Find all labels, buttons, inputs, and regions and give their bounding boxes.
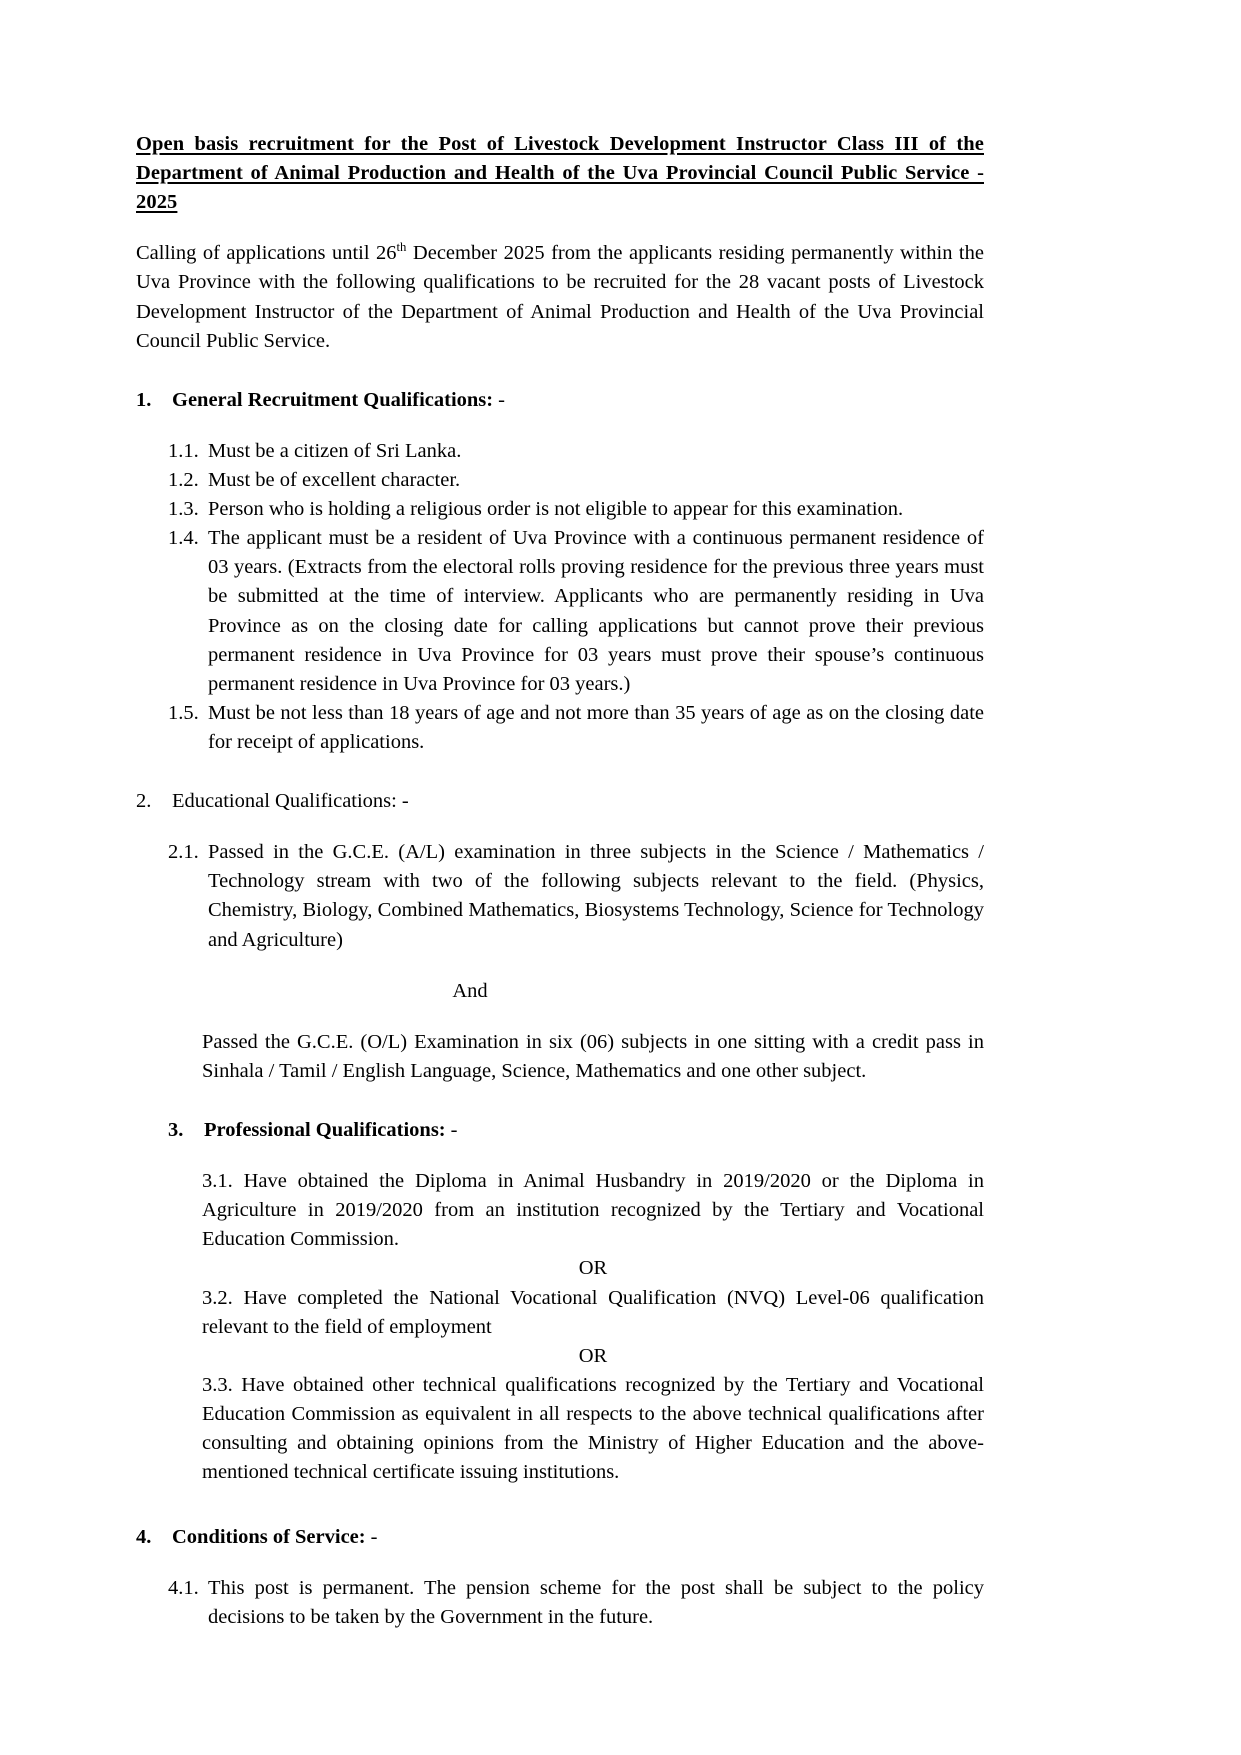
- list-item: [136, 466, 984, 495]
- section-title-1: General Recruitment Qualifications:: [172, 388, 494, 411]
- list-item: [136, 838, 984, 954]
- item-text: The applicant must be a resident of Uva Province with a continuous permanent residence of 03 years. (Extracts from the electoral rolls proving residence for the previous three years must be submitted at the time of interview. Applicants who are permanently residing in Uva Province as on the closing date for calling applications but cannot prove their previous permanent residence in Uva Province for 03 years must prove their spouse’s continuous permanent residence in Uva Province for 03 years.): [208, 527, 984, 695]
- item-text: Must be a citizen of Sri Lanka.: [208, 439, 462, 462]
- section-dash-1: -: [498, 388, 505, 411]
- section-title-2: Educational Qualifications:: [172, 790, 397, 813]
- section-title-4: Conditions of Service:: [172, 1526, 366, 1549]
- section-dash-3: -: [450, 1118, 458, 1141]
- item-text: Passed in the G.C.E. (A/L) examination in three subjects in the Science / Mathematics / Technology stream with two of the following subjects relevant to the field. (Physics, Chemistry, Biology, Combined Mathematics, Biosystems Technology, Science for Technology and Agriculture): [208, 841, 984, 951]
- list-item: [136, 699, 984, 757]
- intro-text-after: December 2025 from the applicants residing permanently within the Uva Province with the following qualifications to be recruited for the 28 vacant posts of Livestock Development Instructor of the Department of Animal Production and Health of the Uva Provincial Council Public Service.: [136, 242, 984, 352]
- list-item: [136, 1574, 984, 1632]
- intro-text-before: Calling of applications until 26: [136, 242, 397, 265]
- item-label: 1.4.: [168, 527, 199, 550]
- document-body: [136, 130, 984, 1633]
- list-item: [136, 495, 984, 524]
- item-label: 1.1.: [168, 439, 199, 462]
- item-label: 2.1.: [168, 841, 199, 864]
- section-heading-4: [136, 1523, 984, 1552]
- connector-or-1: OR: [578, 1257, 608, 1280]
- item-label: 1.3.: [168, 498, 199, 521]
- ordinal-suffix: th: [396, 240, 407, 255]
- section-heading-1: [136, 386, 984, 415]
- connector-and: And: [452, 979, 488, 1002]
- section-number-2: 2.: [136, 790, 152, 813]
- item-text: Must be not less than 18 years of age and not more than 35 years of age as on the closing date for receipt of applications.: [208, 701, 984, 753]
- section-heading-2: [136, 787, 984, 816]
- item-3-1: 3.1. Have obtained the Diploma in Animal Husbandry in 2019/2020 or the Diploma in Agriculture in 2019/2020 from an institution recognized by the Tertiary and Vocational Education Commission.: [202, 1170, 984, 1251]
- item-label: 1.2.: [168, 468, 199, 491]
- intro-paragraph: [136, 239, 984, 355]
- section-number-1: 1.: [136, 388, 152, 411]
- section-dash-2: -: [401, 790, 409, 813]
- section-number-4: 4.: [136, 1526, 152, 1549]
- ol-requirement-paragraph: Passed the G.C.E. (O/L) Examination in six (06) subjects in one sitting with a credit pass in Sinhala / Tamil / English Language, Science, Mathematics and one other subject.: [202, 1030, 984, 1082]
- item-text: Person who is holding a religious order is not eligible to appear for this examination.: [208, 498, 904, 521]
- list-item: [136, 437, 984, 466]
- section-number-3: 3.: [168, 1118, 184, 1141]
- item-label: 4.1.: [168, 1577, 199, 1600]
- section-heading-3: [136, 1116, 984, 1145]
- section-dash-4: -: [370, 1526, 378, 1549]
- connector-or-2: OR: [578, 1344, 608, 1367]
- section-title-3: Professional Qualifications:: [204, 1118, 446, 1141]
- item-3-3: 3.3. Have obtained other technical qualifications recognized by the Tertiary and Vocational Education Commission as equivalent in all respects to the above technical qualifications after consulting and obtaining opinions from the Ministry of Higher Education and the above-mentioned technical certificate issuing institutions.: [202, 1373, 984, 1484]
- item-label: 1.5.: [168, 701, 199, 724]
- item-text: Must be of excellent character.: [208, 468, 461, 491]
- item-3-2: 3.2. Have completed the National Vocational Qualification (NVQ) Level-06 qualification relevant to the field of employment: [202, 1286, 984, 1338]
- item-text: This post is permanent. The pension scheme for the post shall be subject to the policy decisions to be taken by the Government in the future.: [208, 1577, 984, 1629]
- page-title: Open basis recruitment for the Post of Livestock Development Instructor Class III of the Department of Animal Production and Health of the Uva Provincial Council Public Service - 2025: [136, 133, 984, 214]
- list-item: [136, 524, 984, 699]
